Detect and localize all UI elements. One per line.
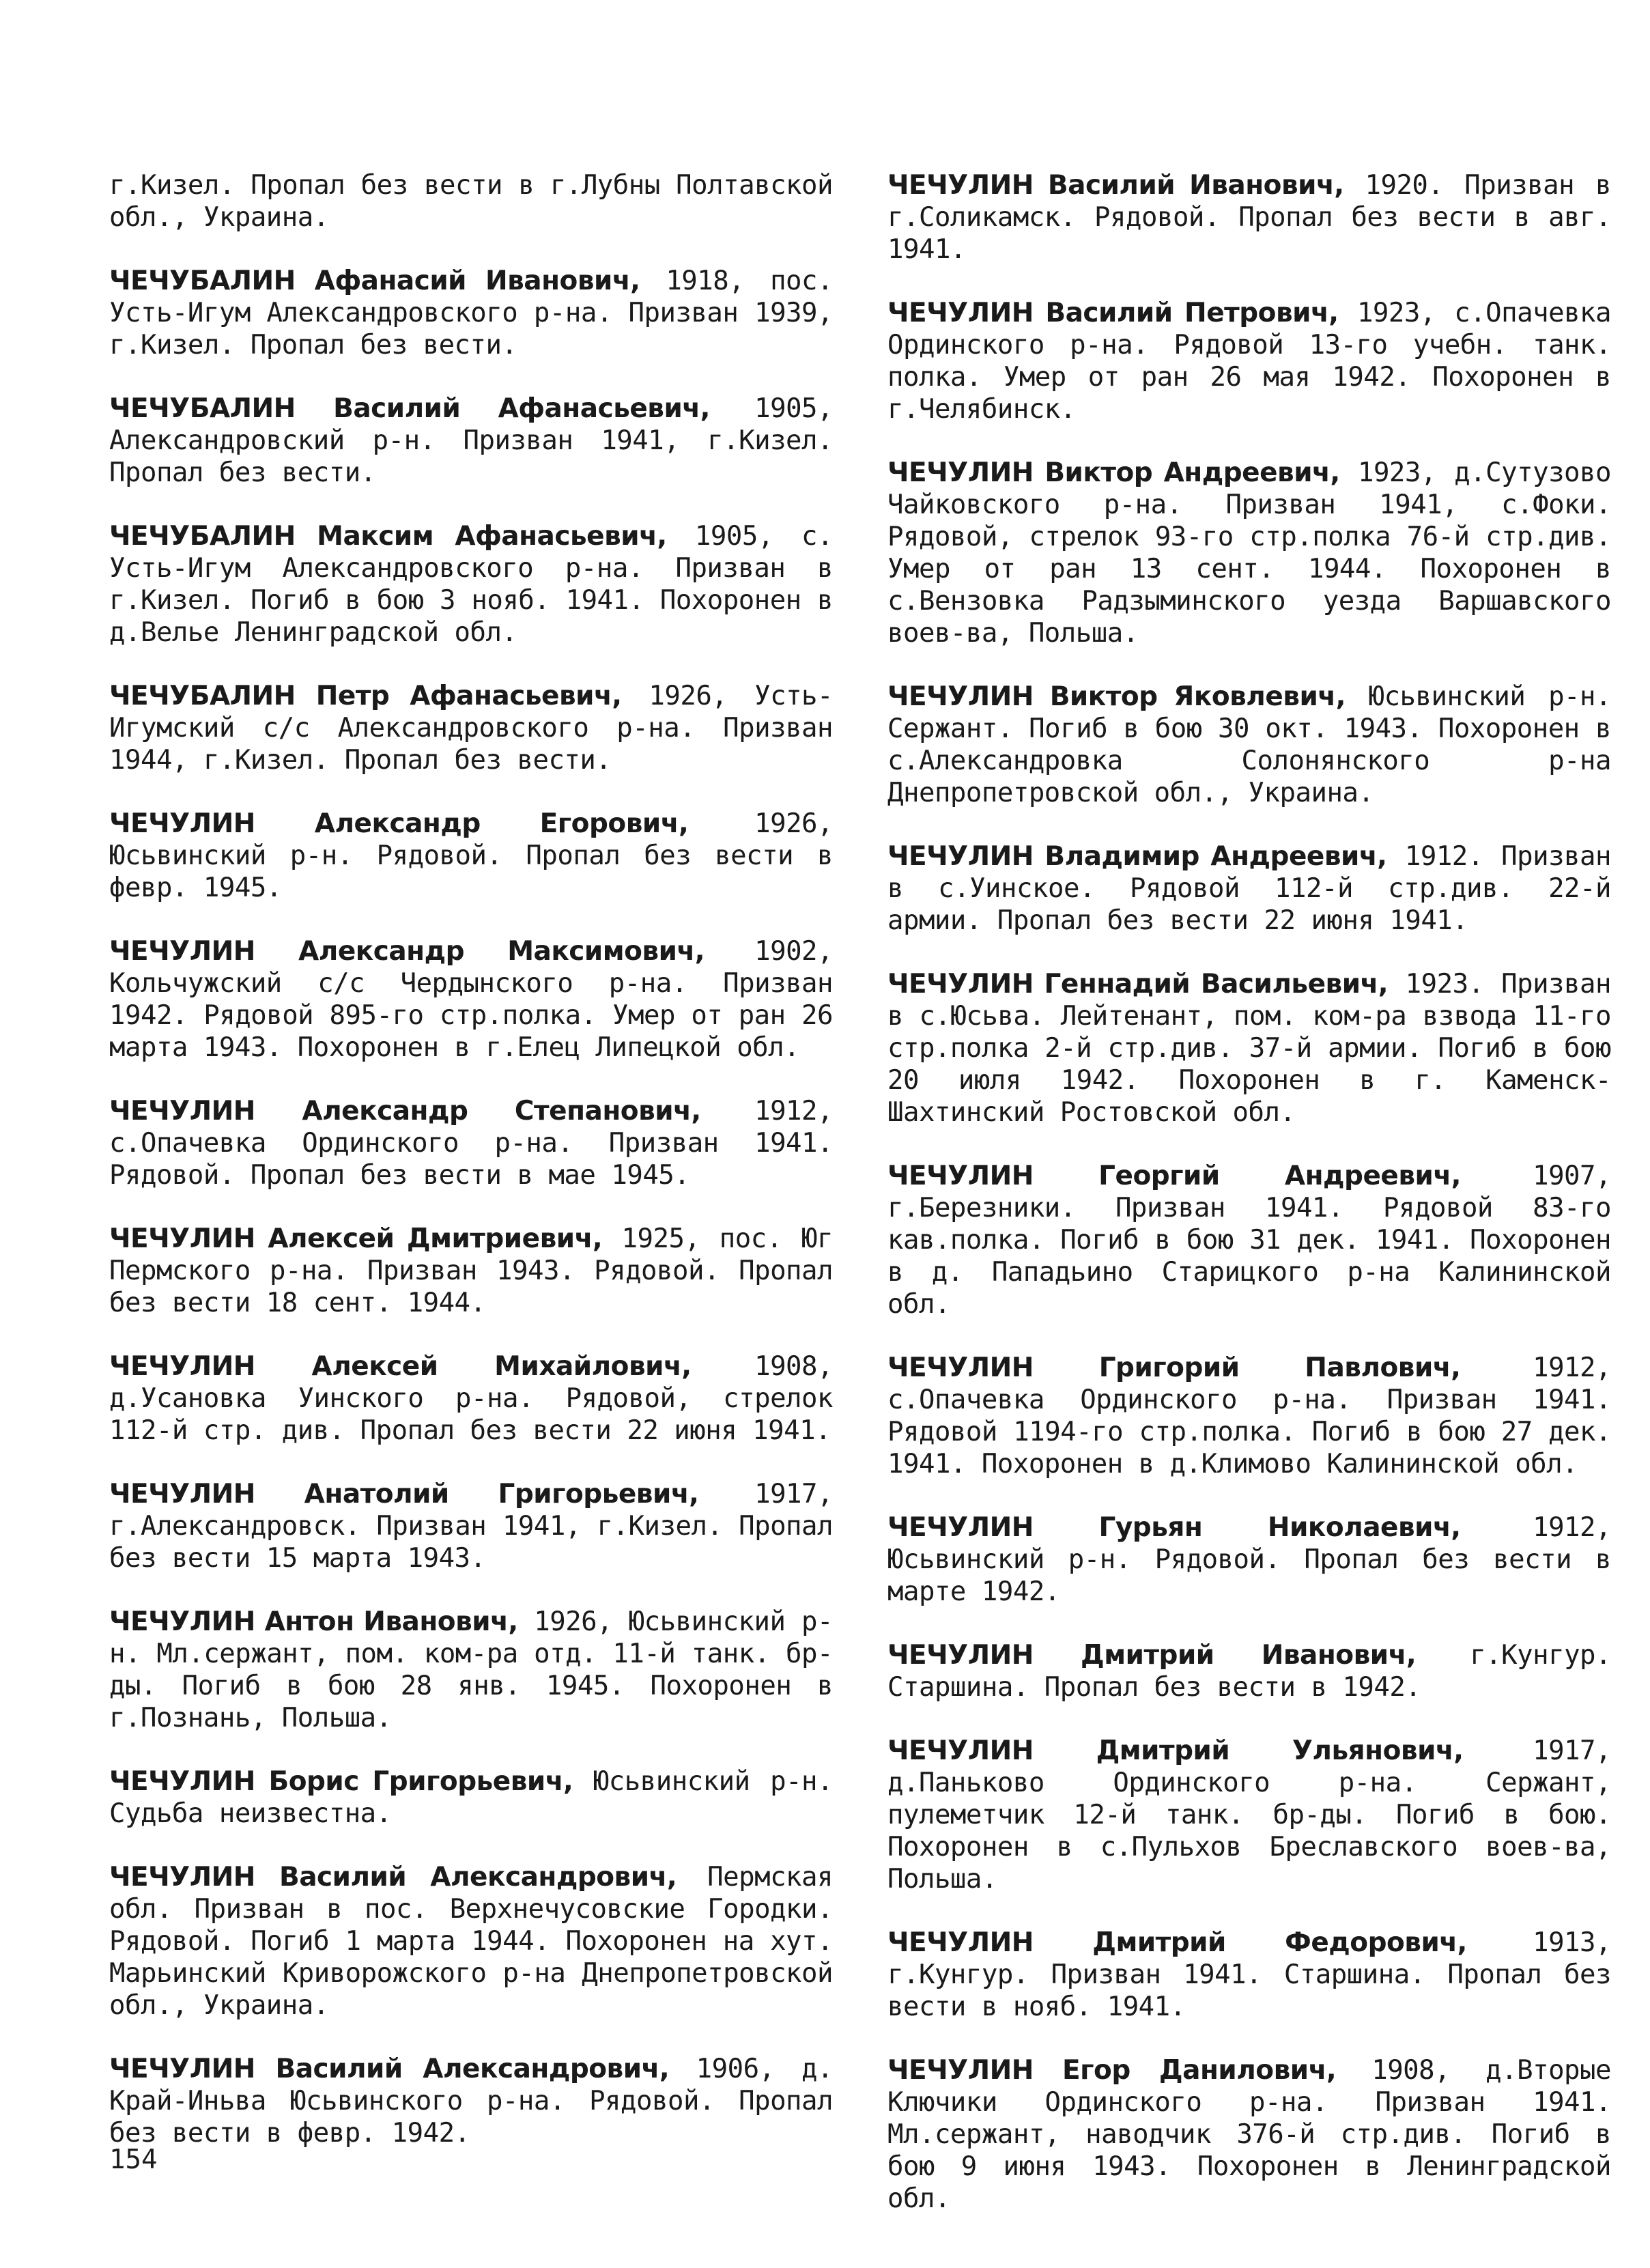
- record-entry: [887, 2054, 1611, 2215]
- record-entry: [109, 1478, 833, 1574]
- record-entry: [109, 1350, 833, 1447]
- record-details: 1908, д.Усановка Уинского р-на. Рядовой, стрелок 112-й стр. див. Пропал без вести 22 июня 1941.: [109, 1351, 833, 1446]
- record-details: 1912, с.Опачевка Ординского р-на. Призван 1941. Рядовой 1194-го стр.полка. Погиб в бою 27 дек. 1941. Похоронен в д.Климово Калининской обл.: [887, 1352, 1611, 1479]
- record-entry: [109, 1223, 833, 1319]
- record-details: г.Кунгур. Старшина. Пропал без вести в 1942.: [887, 1640, 1612, 1703]
- record-details: 1912, с.Опачевка Ординского р-на. Призван 1941. Рядовой. Пропал без вести в мае 1945.: [109, 1096, 833, 1191]
- person-name: ЧЕЧУЛИН Алексей Дмитриевич,: [109, 1223, 603, 1254]
- record-details: 1923, д.Сутузово Чайковского р-на. Призван 1941, с.Фоки. Рядовой, стрелок 93-го стр.полка 76-й стр.див. Умер от ран 13 сент. 1944. Похоронен в с.Вензовка Радзыминского уезда Варшавского воев-ва, Польша.: [887, 457, 1611, 649]
- record-details: г.Кизел. Пропал без вести в г.Лубны Полтавской обл., Украина.: [109, 170, 833, 233]
- person-name: ЧЕЧУЛИН Григорий Павлович,: [887, 1352, 1461, 1383]
- record-entry: [887, 1160, 1611, 1320]
- record-details: 1926, Усть-Игумский с/с Александровского р-на. Призван 1944, г.Кизел. Пропал без вести.: [109, 681, 834, 776]
- person-name: ЧЕЧУЛИН Виктор Яковлевич,: [887, 681, 1346, 712]
- person-name: ЧЕЧУЛИН Александр Степанович,: [109, 1096, 701, 1126]
- record-entry: [109, 393, 833, 489]
- person-name: ЧЕЧУЛИН Геннадий Васильевич,: [887, 969, 1389, 1000]
- record-details: 1905, Александровский р-н. Призван 1941, г.Кизел. Пропал без вести.: [109, 393, 834, 488]
- person-name: ЧЕЧУЛИН Василий Александрович,: [109, 2054, 670, 2084]
- record-entry: [109, 265, 833, 361]
- record-details: 1923. Призван в с.Юсьва. Лейтенант, пом. ком-ра взвода 11-го стр.полка 2-й стр.див. 37-й армии. Погиб в бою 20 июля 1942. Похоронен в г. Каменск-Шахтинский Ростовской обл.: [887, 969, 1611, 1128]
- record-details: 1905, с. Усть-Игум Александровского р-на. Призван в г.Кизел. Погиб в бою 3 нояб. 1941. Похоронен в д.Велье Ленинградской обл.: [109, 521, 834, 648]
- record-entry: [109, 169, 833, 233]
- record-details: Пермская обл. Призван в пос. Верхнечусовские Городки. Рядовой. Погиб 1 марта 1944. Похоронен на хут. Марьинский Криворожского р-на Днепропетровской обл., Украина.: [109, 1862, 833, 2021]
- record-entry: [887, 1639, 1611, 1703]
- record-details: 1907, г.Березники. Призван 1941. Рядовой 83-го кав.полка. Погиб в бою 31 дек. 1941. Похоронен в д. Пападьино Старицкого р-на Калининской обл.: [887, 1161, 1611, 1320]
- record-details: 1917, г.Александровск. Призван 1941, г.Кизел. Пропал без вести 15 марта 1943.: [109, 1479, 833, 1574]
- person-name: ЧЕЧУЛИН Александр Максимович,: [109, 936, 705, 967]
- person-name: ЧЕЧУБАЛИН Петр Афанасьевич,: [109, 681, 622, 711]
- record-entry: [887, 297, 1611, 425]
- person-name: ЧЕЧУЛИН Василий Александрович,: [109, 1862, 677, 1893]
- record-entry: [887, 169, 1611, 266]
- person-name: ЧЕЧУЛИН Василий Иванович,: [887, 170, 1344, 201]
- person-name: ЧЕЧУЛИН Гурьян Николаевич,: [887, 1512, 1461, 1543]
- person-name: ЧЕЧУБАЛИН Василий Афанасьевич,: [109, 393, 710, 424]
- record-details: 1912, Юсьвинский р-н. Рядовой. Пропал без вести в марте 1942.: [887, 1512, 1611, 1607]
- record-details: 1923, с.Опачевка Ординского р-на. Рядовой 13-го учебн. танк. полка. Умер от ран 26 мая 1942. Похоронен в г.Челябинск.: [887, 298, 1612, 425]
- record-entry: [109, 1861, 833, 2022]
- record-entry: [109, 1606, 833, 1734]
- record-details: 1902, Кольчужский с/с Чердынского р-на. Призван 1942. Рядовой 895-го стр.полка. Умер от ран 26 марта 1943. Похоронен в г.Елец Липецкой обл.: [109, 936, 834, 1063]
- record-entry: [109, 935, 833, 1064]
- right-column: [887, 169, 1611, 2246]
- person-name: ЧЕЧУЛИН Василий Петрович,: [887, 298, 1339, 328]
- record-entry: [109, 680, 833, 776]
- record-details: 1926, Юсьвинский р-н. Рядовой. Пропал без вести в февр. 1945.: [109, 808, 834, 903]
- record-entry: [109, 2053, 833, 2149]
- person-name: ЧЕЧУЛИН Антон Иванович,: [109, 1606, 518, 1637]
- person-name: ЧЕЧУЛИН Дмитрий Федорович,: [887, 1927, 1467, 1958]
- record-entry: [109, 808, 833, 904]
- person-name: ЧЕЧУЛИН Егор Данилович,: [887, 2055, 1337, 2086]
- record-entry: [109, 1095, 833, 1191]
- record-details: 1912. Призван в с.Уинское. Рядовой 112-й стр.див. 22-й армии. Пропал без вести 22 июня 1941.: [887, 841, 1611, 936]
- record-entry: [887, 1927, 1611, 2023]
- person-name: ЧЕЧУЛИН Дмитрий Ульянович,: [887, 1735, 1464, 1766]
- person-name: ЧЕЧУЛИН Виктор Андреевич,: [887, 457, 1340, 488]
- record-entry: [887, 968, 1611, 1129]
- page-number: 154: [109, 2144, 158, 2175]
- record-entry: [887, 457, 1611, 649]
- record-details: 1920. Призван в г.Соликамск. Рядовой. Пропал без вести в авг. 1941.: [887, 170, 1612, 265]
- record-entry: [109, 1766, 833, 1830]
- record-entry: [887, 1512, 1611, 1608]
- record-details: 1906, д. Край-Иньва Юсьвинского р-на. Рядовой. Пропал без вести в февр. 1942.: [109, 2054, 834, 2149]
- person-name: ЧЕЧУЛИН Борис Григорьевич,: [109, 1766, 573, 1797]
- person-name: ЧЕЧУБАЛИН Афанасий Иванович,: [109, 266, 640, 296]
- record-details: Юсьвинский р-н. Сержант. Погиб в бою 30 окт. 1943. Похоронен в с.Александровка Солонянского р-на Днепропетровской обл., Украина.: [887, 681, 1611, 808]
- record-details: 1925, пос. Юг Пермского р-на. Призван 1943. Рядовой. Пропал без вести 18 сент. 1944.: [109, 1223, 833, 1318]
- person-name: ЧЕЧУЛИН Александр Егорович,: [109, 808, 689, 839]
- record-details: 1917, д.Паньково Ординского р-на. Сержант, пулеметчик 12-й танк. бр-ды. Погиб в бою. Похоронен в с.Пульхов Бреславского воев-ва, Польша.: [887, 1735, 1612, 1895]
- record-entry: [887, 1735, 1611, 1895]
- record-details: 1908, д.Вторые Ключики Ординского р-на. Призван 1941. Мл.сержант, наводчик 376-й стр.див. Погиб в бою 9 июня 1943. Похоронен в Ленинградской обл.: [887, 2055, 1611, 2214]
- record-entry: [109, 520, 833, 649]
- person-name: ЧЕЧУЛИН Дмитрий Иванович,: [887, 1640, 1417, 1671]
- record-entry: [887, 1352, 1611, 1480]
- record-details: 1918, пос. Усть-Игум Александровского р-на. Призван 1939, г.Кизел. Пропал без вести.: [109, 266, 833, 360]
- record-details: Юсьвинский р-н. Судьба неизвестна.: [109, 1766, 834, 1829]
- record-details: 1913, г.Кунгур. Призван 1941. Старшина. Пропал без вести в нояб. 1941.: [887, 1927, 1611, 2022]
- person-name: ЧЕЧУЛИН Алексей Михайлович,: [109, 1351, 692, 1382]
- person-name: ЧЕЧУЛИН Владимир Андреевич,: [887, 841, 1387, 872]
- record-entry: [887, 681, 1611, 809]
- person-name: ЧЕЧУЛИН Георгий Андреевич,: [887, 1161, 1461, 1191]
- record-entry: [887, 840, 1611, 937]
- record-details: 1926, Юсьвинский р-н. Мл.сержант, пом. ком-ра отд. 11-й танк. бр-ды. Погиб в бою 28 янв. 1945. Похоронен в г.Познань, Польша.: [109, 1606, 834, 1733]
- left-column: [109, 169, 833, 2181]
- person-name: ЧЕЧУЛИН Анатолий Григорьевич,: [109, 1479, 699, 1509]
- person-name: ЧЕЧУБАЛИН Максим Афанасьевич,: [109, 521, 667, 552]
